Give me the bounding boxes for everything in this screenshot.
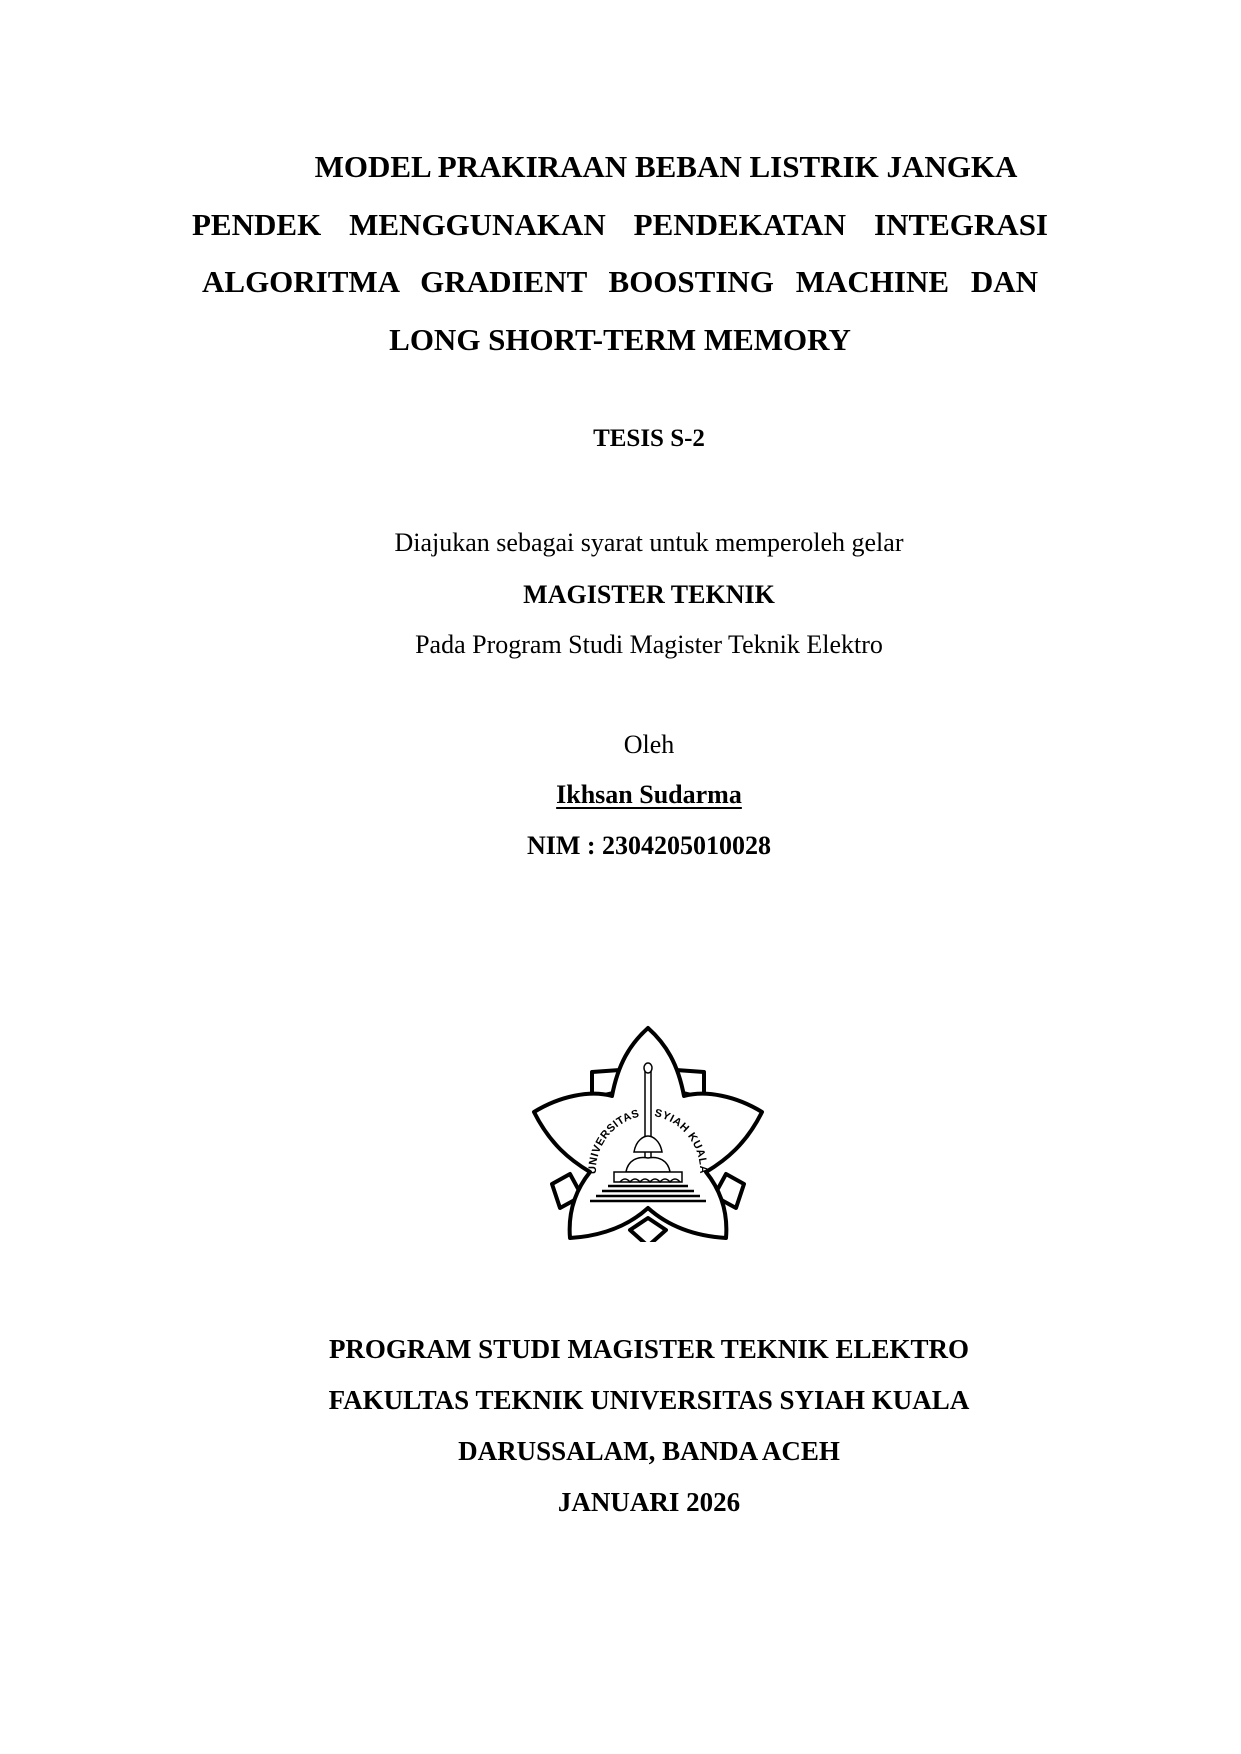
study-program: Pada Program Studi Magister Teknik Elektro [415,630,883,659]
purpose-intro: Diajukan sebagai syarat untuk memperoleh gelar [394,528,904,557]
institution-faculty: FAKULTAS TEKNIK UNIVERSITAS SYIAH KUALA [328,1385,970,1415]
institution-program: PROGRAM STUDI MAGISTER TEKNIK ELEKTRO [328,1334,970,1364]
title-line-1: MODEL PRAKIRAAN BEBAN LISTRIK JANGKA [314,149,1018,184]
document-type: TESIS S-2 [593,425,705,452]
title-line-3: ALGORITMA GRADIENT BOOSTING MACHINE DAN [202,264,1038,299]
title-line-2: PENDEK MENGGUNAKAN PENDEKATAN INTEGRASI [192,207,1048,242]
university-lotus-emblem-icon [530,1024,766,1242]
author-name-text: Ikhsan Sudarma [556,780,742,809]
author-name [0,782,1241,808]
logo-lobe-bottom [630,1218,666,1242]
logo-text-right: SYIAH KUALA [653,1107,710,1175]
by-label: Oleh [623,730,675,759]
institution-location: DARUSSALAM, BANDA ACEH [458,1436,840,1466]
student-id: NIM : 2304205010028 [526,831,772,860]
logo-text-left: UNIVERSITAS [586,1107,641,1175]
degree-title: MAGISTER TEKNIK [523,580,775,609]
submission-date: JANUARI 2026 [557,1487,741,1517]
title-line-4: LONG SHORT-TERM MEMORY [389,322,851,357]
